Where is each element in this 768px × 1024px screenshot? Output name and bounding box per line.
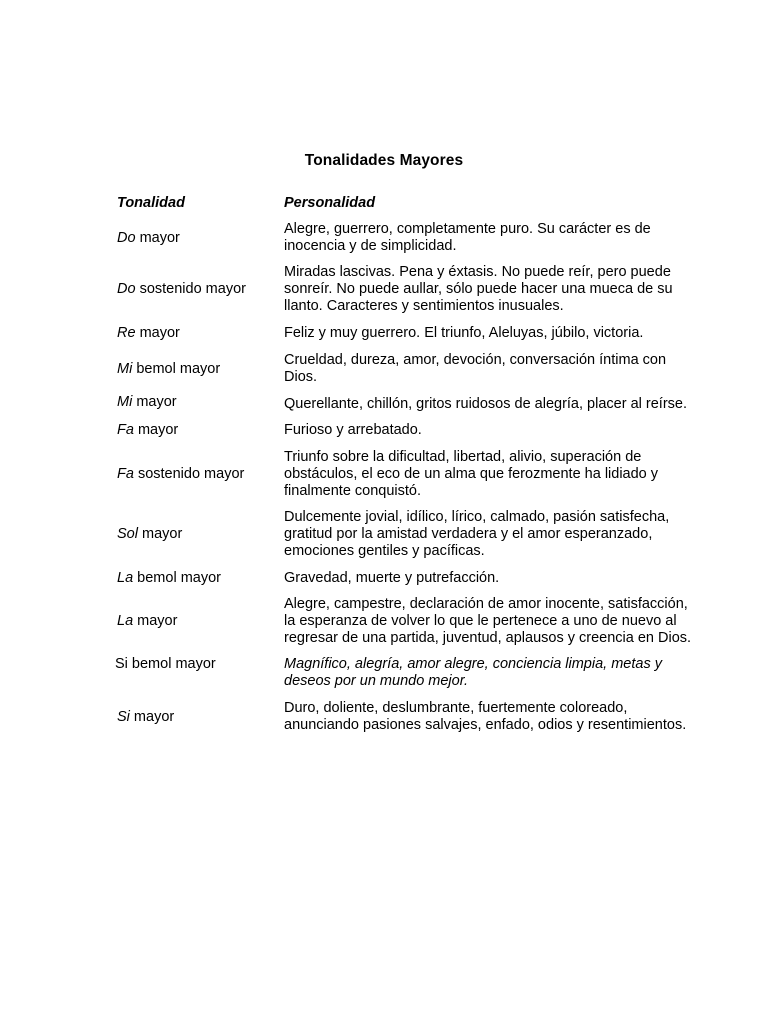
table-row xyxy=(0,221,768,255)
key-note: Si xyxy=(117,708,130,725)
key-suffix: mayor xyxy=(133,613,178,629)
key-suffix: mayor xyxy=(129,708,175,725)
personality-line: regresar de una partida, juventud, aplausos y creencia en Dios. xyxy=(284,630,692,646)
table-row xyxy=(0,570,768,587)
personality-line: sonreír. No puede aullar, sólo puede hacer una mueca de su xyxy=(284,281,673,297)
table-row xyxy=(0,422,768,439)
personality-line: Miradas lascivas. Pena y éxtasis. No puede reír, pero puede xyxy=(284,264,671,280)
key-cell xyxy=(117,570,277,587)
key-cell xyxy=(117,230,277,247)
key-note: Sol xyxy=(117,526,138,542)
table-row xyxy=(0,509,768,560)
key-suffix: mayor xyxy=(132,394,177,410)
personality-cell xyxy=(284,449,724,500)
key-suffix: mayor xyxy=(133,422,179,438)
personality-line: Dulcemente jovial, idílico, lírico, calmado, pasión satisfecha, xyxy=(284,509,670,525)
personality-line: anunciando pasiones salvajes, enfado, odios y resentimientos. xyxy=(284,717,687,733)
personality-line: Dios. xyxy=(284,369,318,385)
key-cell xyxy=(117,613,277,630)
personality-line: obstáculos, el eco de un alma que ferozmente ha lidiado y xyxy=(284,466,659,482)
key-suffix: sostenido mayor xyxy=(135,281,246,297)
personality-line: llanto. Caracteres y sentimientos inusuales. xyxy=(284,298,564,314)
key-suffix: mayor xyxy=(135,325,180,341)
table-row xyxy=(0,325,768,342)
personality-cell xyxy=(284,596,724,647)
personality-line: inocencia y de simplicidad. xyxy=(284,238,457,254)
key-cell xyxy=(117,422,277,439)
key-note: Fa xyxy=(117,466,134,482)
table-row xyxy=(0,449,768,500)
key-note: Fa xyxy=(117,422,134,438)
personality-cell xyxy=(284,422,724,439)
personality-line: Alegre, guerrero, completamente puro. Su carácter es de xyxy=(284,221,651,237)
key-note: La xyxy=(117,570,134,586)
personality-cell xyxy=(284,221,724,255)
key-suffix: mayor xyxy=(135,229,180,246)
key-cell xyxy=(117,281,277,298)
key-note: Re xyxy=(117,325,136,341)
personality-cell xyxy=(284,656,724,690)
key-note: Mi xyxy=(117,394,133,410)
table-row xyxy=(0,264,768,315)
column-header-tonalidad: Tonalidad xyxy=(117,195,185,211)
key-suffix: bemol mayor xyxy=(132,360,221,377)
personality-cell xyxy=(284,352,724,386)
table-row xyxy=(0,395,768,412)
key-note: La xyxy=(117,613,134,629)
key-note: Do xyxy=(117,229,136,246)
personality-cell xyxy=(284,396,724,413)
personality-line: emociones gentiles y pacíficas. xyxy=(284,543,485,559)
key-cell xyxy=(117,709,277,726)
personality-line: Duro, doliente, deslumbrante, fuertemente coloreado, xyxy=(284,700,628,716)
personality-cell xyxy=(284,700,724,734)
personality-line: Magnífico, alegría, amor alegre, conciencia limpia, metas y xyxy=(284,656,662,672)
personality-cell xyxy=(284,570,724,587)
column-header-personalidad: Personalidad xyxy=(284,195,376,211)
table-row xyxy=(0,656,768,690)
key-suffix: mayor xyxy=(137,526,183,542)
personality-line: gratitud por la amistad verdadera y el amor esperanzado, xyxy=(284,526,653,542)
table-row xyxy=(0,700,768,734)
key-note: Do xyxy=(117,281,136,297)
personality-line: Crueldad, dureza, amor, devoción, conversación íntima con xyxy=(284,352,667,368)
personality-cell xyxy=(284,509,724,560)
personality-line: Alegre, campestre, declaración de amor inocente, satisfacción, xyxy=(284,596,688,612)
key-cell xyxy=(117,466,277,483)
key-suffix: bemol mayor xyxy=(133,570,221,586)
table-row xyxy=(0,596,768,647)
table-row xyxy=(0,352,768,386)
key-cell xyxy=(115,656,275,673)
page-title: Tonalidades Mayores xyxy=(304,152,464,169)
personality-cell xyxy=(284,264,724,315)
personality-line: Querellante, chillón, gritos ruidosos de alegría, placer al reírse. xyxy=(284,396,687,412)
personality-line: Feliz y muy guerrero. El triunfo, Aleluyas, júbilo, victoria. xyxy=(284,325,644,341)
personality-line: Gravedad, muerte y putrefacción. xyxy=(284,570,500,586)
key-cell xyxy=(117,526,277,543)
personality-cell xyxy=(284,325,724,342)
key-note: Mi xyxy=(117,360,133,377)
personality-line: deseos por un mundo mejor. xyxy=(284,673,469,689)
key-suffix: sostenido mayor xyxy=(133,466,245,482)
key-cell xyxy=(117,325,277,342)
personality-line: la esperanza de volver lo que le pertenece a uno de nuevo al xyxy=(284,613,677,629)
personality-line: Furioso y arrebatado. xyxy=(284,422,422,438)
personality-line: Triunfo sobre la dificultad, libertad, alivio, superación de xyxy=(284,449,642,465)
key-cell xyxy=(117,361,277,378)
key-suffix: Si bemol mayor xyxy=(115,656,216,672)
key-cell xyxy=(117,394,277,411)
personality-line: finalmente conquistó. xyxy=(284,483,422,499)
